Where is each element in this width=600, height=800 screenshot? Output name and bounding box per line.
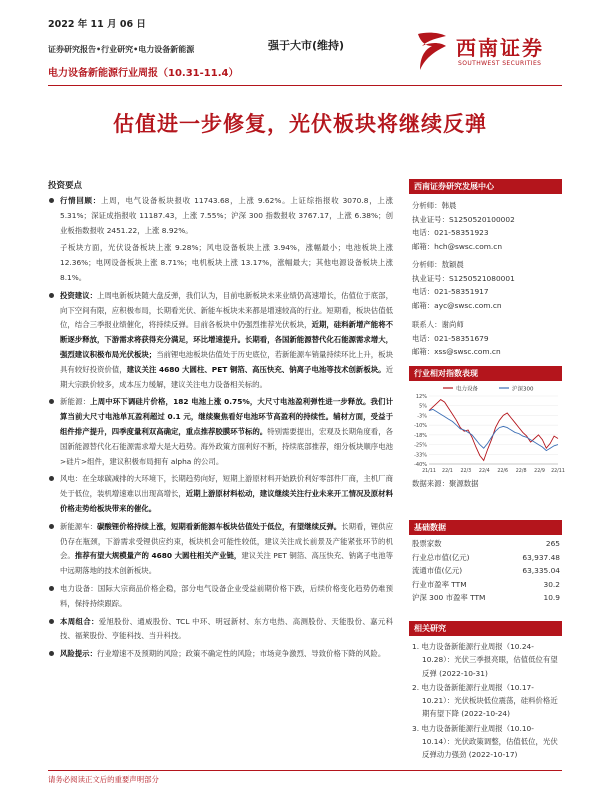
bullet-review <box>48 194 393 238</box>
review-subsectors: 子板块方面，光伏设备板块上涨 9.28%；风电设备板块上涨 3.94%，涨幅最小；电池板块上涨 12.36%；电网设备板块上涨 8.71%；电机板块上涨 13.17%，涨幅最大；其他电源设备板块上涨 8.1%。 <box>60 243 393 282</box>
analyst-1-name: 分析师：韩晨 <box>412 201 457 210</box>
grid-text: 国际大宗商品价格企稳，部分电气设备企业受益前期价格下跌，后续价格变化趋势仍难预料，保持持续跟踪。 <box>60 583 393 608</box>
basic-row <box>412 564 560 578</box>
headline: 估值进一步修复，光伏板块将继续反弹 <box>113 112 487 136</box>
x-tick-label: 22/11 <box>551 469 565 474</box>
footer-divider <box>48 770 562 771</box>
grid-label: 电力设备： <box>60 583 98 593</box>
analyst-2-email[interactable]: 邮箱：ayc@swsc.com.cn <box>412 300 502 310</box>
basic-row <box>412 537 560 551</box>
logo-text-cn: 西南证券 <box>456 36 544 60</box>
x-tick-label: 22/6 <box>497 469 509 474</box>
x-tick-label: 22/3 <box>460 469 472 474</box>
basic-key: 行业总市值(亿元) <box>412 552 470 562</box>
logo-mark-icon <box>412 30 452 74</box>
pv-text: 特别需要提出，宏观及长期角度看，各国新能源替代化石能源需求增大是大趋势。海外政策方面利好不断，持续底部推荐，细分板块顺序电池>硅片>组件，建议积极布局拥有 alpha 的公司。 <box>60 426 393 466</box>
key-points <box>48 194 393 665</box>
legend-label: 电力设备 <box>456 386 479 393</box>
y-tick-label: 12% <box>415 394 427 400</box>
y-tick-label: -33% <box>414 452 427 459</box>
header-divider <box>48 85 562 86</box>
risk-label: 风险提示： <box>60 649 97 659</box>
y-tick-label: 5% <box>419 403 427 410</box>
invest-text4: 近期大宗跌价较多，成本压力缓解，建议关注电力设备相关标的。 <box>60 364 393 389</box>
report-series: 证券研究报告•行业研究•电力设备新能源 <box>48 45 195 54</box>
wind-text: 在全球碳减排的大环境下，长期趋势向好，短期上游原材料开始跌价利好零部件厂商，主机厂商处于低位，装机增速难以出现高增长， <box>60 474 393 499</box>
relative-index-chart <box>409 382 565 476</box>
analyst-2 <box>412 258 515 312</box>
nev-text2: 建议关注 PET 铜箔、高压快充、钠离子电池等中远期落地的技术创新板块。 <box>60 551 393 576</box>
review-label: 行情回顾： <box>60 196 101 205</box>
bullet-grid <box>48 582 393 612</box>
series-line <box>429 400 558 461</box>
stocks-text: 爱旭股份、通威股份、TCL 中环、明冠新材、东方电热、高测股份、天能股份、嘉元科技、福莱股份、亨能科技、当升科技。 <box>60 616 393 641</box>
x-tick-label: 22/9 <box>534 469 545 474</box>
basic-value: 265 <box>545 539 560 548</box>
x-tick-label: 22/8 <box>515 469 527 474</box>
related-title-bar: 相关研究 <box>409 621 562 636</box>
basic-key: 沪深 300 市盈率 TTM <box>412 593 486 603</box>
related-item[interactable]: 1. 电力设备新能源行业周报（10.24-10.28）：光伏三季报亮眼，估值低位有望反弹 (2022-10-31) <box>412 642 558 678</box>
basic-row <box>412 591 560 605</box>
company-logo <box>412 30 562 78</box>
wind-bold: 近期上游原材料松动，建议继续关注行业未来开工情况及原材料价格走势给板块带来的催化。 <box>60 489 393 513</box>
invest-bold2: 建议关注 4680 大圆柱、PET 铜箔、高压快充、钠离子电池等技术创新板块。 <box>126 364 386 374</box>
bullet-stocks <box>48 615 393 645</box>
stocks-label: 本周组合： <box>60 616 99 626</box>
contact-email[interactable]: 邮箱：xss@swsc.com.cn <box>412 347 501 357</box>
report-date: 2022 年 11 月 06 日 <box>48 19 146 30</box>
analyst-2-name: 分析师：敖颖晨 <box>412 260 464 269</box>
y-tick-label: -25% <box>414 442 427 449</box>
nev-bold: 碳酸锂价格持续上涨，短期看新能源车板块估值处于低位，有望继续反弹。 <box>97 521 342 531</box>
analyst-1-license: 执业证号：S1250520100002 <box>412 214 515 224</box>
contact <box>412 318 501 359</box>
chart-title-bar: 行业相对指数表现 <box>409 366 562 381</box>
basic-value: 10.9 <box>543 593 560 603</box>
basic-value: 63,335.04 <box>522 566 560 576</box>
basic-row <box>412 578 560 592</box>
chart-source: 数据来源：聚源数据 <box>412 479 479 488</box>
review-text: 上周，电气设备板块报收 11743.68，上涨 9.62%。上证综指报收 3070.8，上涨 5.31%；深证成指报收 11187.43，上涨 7.55%；沪深 300 指数报收 3767.17，上涨 6.38%；创业板指数报收 2451.22，上涨 8.92%。 <box>60 196 393 235</box>
analyst-1 <box>412 199 515 253</box>
basic-row <box>412 551 560 565</box>
invest-label: 投资建议： <box>60 290 97 300</box>
analyst-2-phone: 电话：021-58351917 <box>412 287 489 297</box>
footer-disclaimer: 请务必阅读正文后的重要声明部分 <box>48 775 159 784</box>
contact-phone: 电话：021-58351679 <box>412 333 489 343</box>
rating: 强于大市(维持) <box>268 39 345 52</box>
bullet-invest <box>48 289 393 393</box>
analyst-1-phone: 电话：021-58351923 <box>412 228 489 238</box>
logo-text-en: SOUTHWEST SECURITIES <box>458 60 542 67</box>
related-list <box>412 640 562 763</box>
analyst-2-license: 执业证号：S1250521080001 <box>412 273 515 283</box>
basic-key: 行业市盈率 TTM <box>412 579 467 589</box>
report-title: 电力设备新能源行业周报（10.31-11.4） <box>48 68 239 79</box>
invest-text: 上周电新板块随大盘反弹，我们认为，目前电新板块未来业绩仍高速增长，估值位于底部，向下空间有限，应积极布局，长期看光伏、新能车板块未来都是增速较高的行业。短期看，板块估值低位，结合三季报业绩催化，将持续反弹。目前各板块中仍强烈推荐光伏板块， <box>60 290 393 330</box>
x-tick-label: 22/1 <box>442 469 453 474</box>
y-tick-label: -10% <box>414 423 427 430</box>
invest-bold: 近期，硅料新增产能将不断逐步释放，下游需求将获得充分满足，环比增速提升。长期看，各国新能源替代化石能源需求增大，强烈建议积极布局光伏板块； <box>60 320 393 359</box>
basic-data-table <box>412 537 560 605</box>
nev-text: 长期看，锂供应仍存在瓶颈，下游需求受锂供应约束，板块机会可能性较低，建议关注成长前景及产能紧张环节的机会。 <box>60 521 393 561</box>
basic-data-title-bar: 基础数据 <box>409 520 562 535</box>
y-tick-label: -3% <box>417 413 427 420</box>
team-title-bar: 西南证券研究发展中心 <box>409 179 562 194</box>
wind-label: 风电： <box>60 474 83 484</box>
x-tick-label: 22/4 <box>478 469 490 474</box>
pv-bold: 上周中环下调硅片价格，182 电池上涨 0.75%，大尺寸电池盈利弹性进一步释放。我们计算当前大尺寸电池单瓦盈利超过 0.1 元，继续聚焦看好电池环节高盈利的持续性。辅材方面，受益于组件排产提升，四季度量利双高确定，重点推荐胶膜环节标的。 <box>60 397 393 436</box>
basic-value: 30.2 <box>543 579 560 589</box>
contact-name: 联系人：谢尚师 <box>412 320 464 329</box>
nev-bold2: 推荐有望大规模量产的 4680 大圆柱相关产业链， <box>74 551 242 561</box>
legend-label: 沪深300 <box>512 386 534 393</box>
nev-label: 新能源车： <box>60 521 97 531</box>
basic-value: 63,937.48 <box>522 552 560 562</box>
basic-key: 股票家数 <box>412 539 442 548</box>
bullet-risk <box>48 647 393 662</box>
invest-text3: 当前锂电池板块估值处于历史底位，若新能源车销量持续环比上升，板块具有较好投资价值， <box>60 349 393 374</box>
analyst-1-email[interactable]: 邮箱：hch@swsc.com.cn <box>412 241 503 251</box>
bullet-nev <box>48 520 393 579</box>
basic-key: 流通市值(亿元) <box>412 566 463 576</box>
related-item[interactable]: 2. 电力设备新能源行业周报（10.17-10.21）：光伏板块低位震荡，硅料价格近期有望下降 (2022-10-24) <box>412 682 558 719</box>
section-title: 投资要点 <box>48 181 83 191</box>
y-tick-label: -40% <box>414 462 427 468</box>
related-item[interactable]: 3. 电力设备新能源行业周报（10.10-10.14）：光伏政策调整，估值低位，光伏反弹动力强劲 (2022-10-17) <box>412 723 558 760</box>
y-tick-label: -18% <box>414 432 427 439</box>
bullet-wind <box>48 472 393 516</box>
x-tick-label: 21/11 <box>422 469 436 474</box>
bullet-pv <box>48 395 393 469</box>
risk-text: 行业增速不及预期的风险；政策不确定性的风险；市场竞争激烈、导致价格下降的风险。 <box>96 649 386 659</box>
pv-label: 新能源： <box>60 397 91 407</box>
